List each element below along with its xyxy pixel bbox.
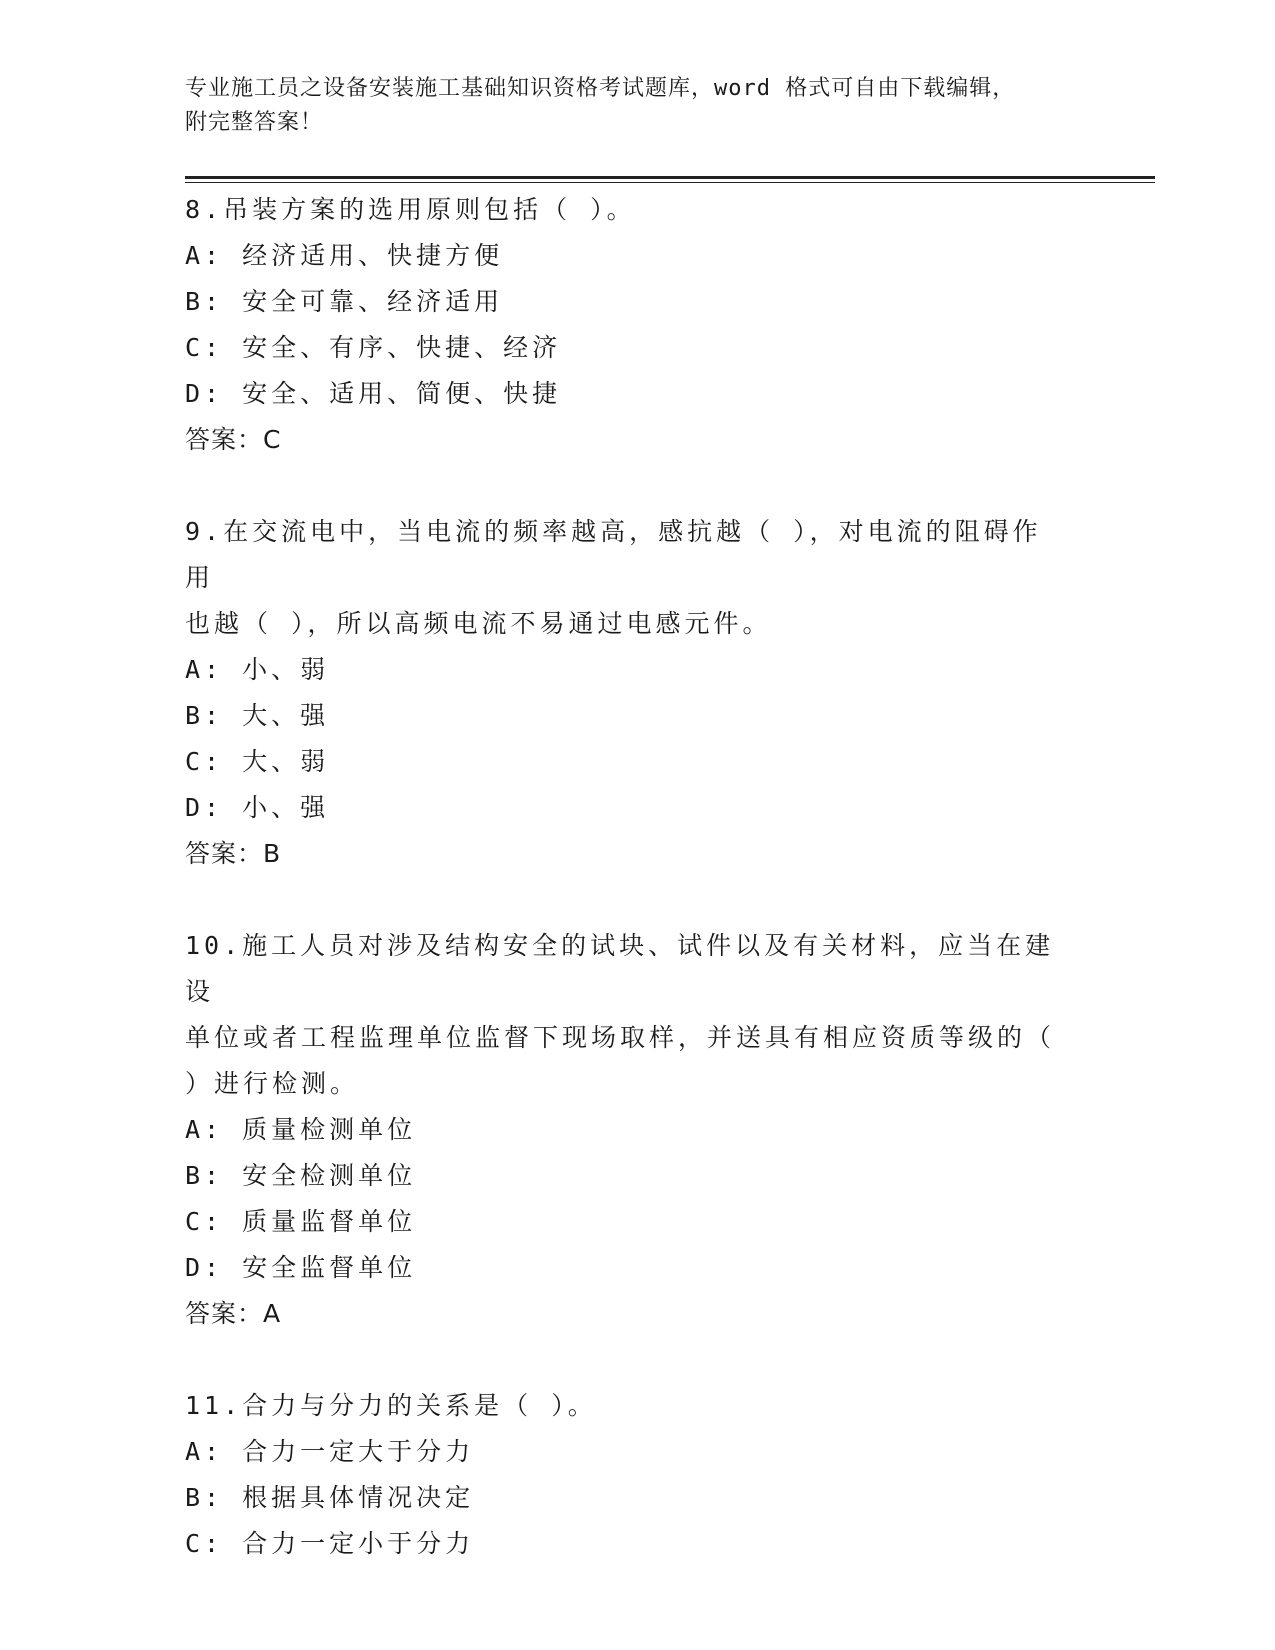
question-stem: 8.吊装方案的选用原则包括（ ）。 <box>185 195 636 224</box>
header-divider-thick <box>185 176 1155 179</box>
question-stem: 9.在交流电中，当电流的频率越高，感抗越（ ），对电流的阻碍作用 <box>185 517 1042 592</box>
question-item <box>185 187 1065 463</box>
answer-key: 答案：A <box>185 1299 282 1328</box>
document-header <box>185 72 1085 140</box>
answer-option: C: 安全、有序、快捷、经济 <box>185 333 562 362</box>
question-item <box>185 923 1065 1337</box>
answer-option: A: 质量检测单位 <box>185 1115 417 1144</box>
answer-option: A: 合力一定大于分力 <box>185 1437 475 1466</box>
header-line-1: 专业施工员之设备安装施工基础知识资格考试题库，word 格式可自由下载编辑， <box>185 76 1016 101</box>
answer-option: C: 质量监督单位 <box>185 1207 417 1236</box>
header-divider-thin <box>185 182 1155 183</box>
header-line-2: 附完整答案！ <box>185 110 324 135</box>
answer-option: B: 安全可靠、经济适用 <box>185 287 504 316</box>
question-item <box>185 1383 1065 1567</box>
answer-option: B: 安全检测单位 <box>185 1161 417 1190</box>
question-stem: 单位或者工程监理单位监督下现场取样，并送具有相应资质等级的（ <box>185 1023 1056 1052</box>
answer-option: C: 合力一定小于分力 <box>185 1529 475 1558</box>
answer-option: B: 大、强 <box>185 701 330 730</box>
answer-option: D: 安全、适用、简便、快捷 <box>185 379 562 408</box>
question-stem: 也越（ ），所以高频电流不易通过电感元件。 <box>185 609 772 638</box>
answer-key: 答案：B <box>185 839 282 868</box>
answer-option: B: 根据具体情况决定 <box>185 1483 475 1512</box>
answer-key: 答案：C <box>185 425 282 454</box>
answer-option: D: 小、强 <box>185 793 330 822</box>
answer-option: A: 经济适用、快捷方便 <box>185 241 504 270</box>
question-list <box>185 187 1065 1613</box>
question-stem: 11.合力与分力的关系是（ ）。 <box>185 1391 597 1420</box>
answer-option: D: 安全监督单位 <box>185 1253 417 1282</box>
answer-option: A: 小、弱 <box>185 655 330 684</box>
question-item <box>185 509 1065 877</box>
question-stem: 10.施工人员对涉及结构安全的试块、试件以及有关材料，应当在建设 <box>185 931 1055 1006</box>
question-stem: ）进行检测。 <box>185 1069 360 1098</box>
answer-option: C: 大、弱 <box>185 747 330 776</box>
